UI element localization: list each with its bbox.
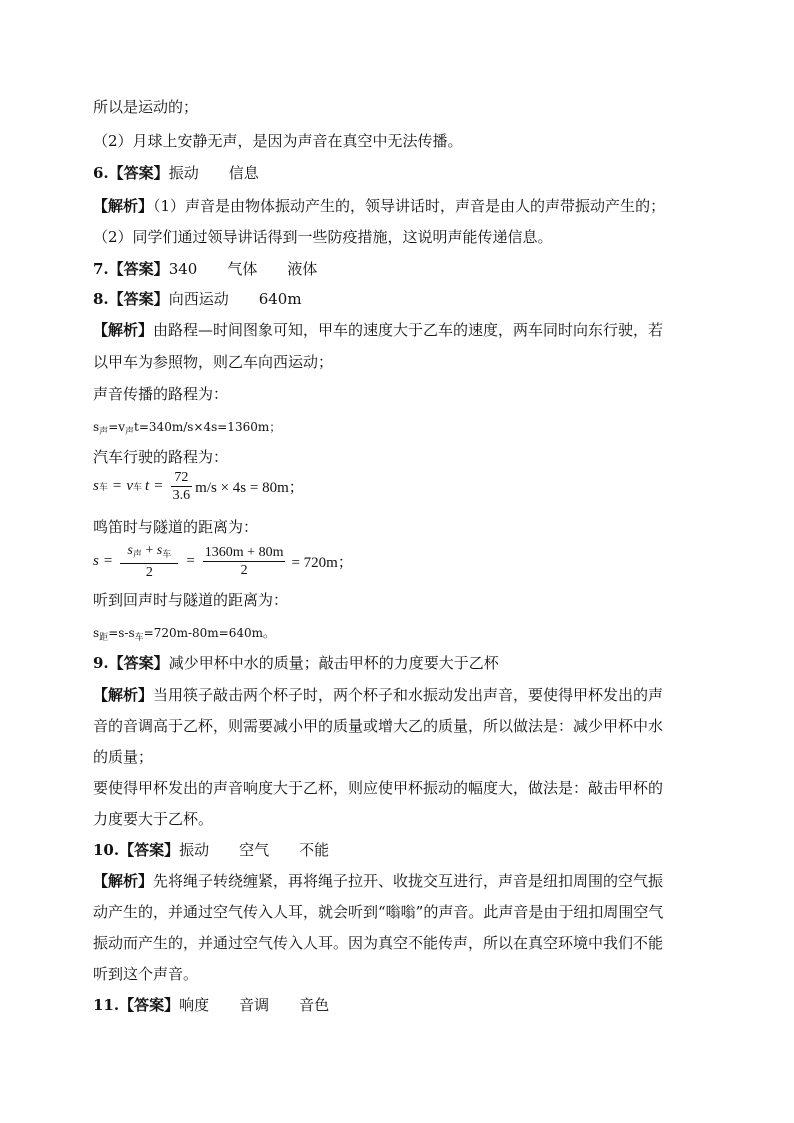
question-number: 8. — [93, 290, 109, 308]
formula-text: =v — [108, 420, 126, 434]
answer-text: 液体 — [287, 260, 318, 278]
text-line: （2）月球上安静无声，是因为声音在真空中无法传播。 — [93, 132, 463, 150]
formula-text: = — [103, 553, 113, 569]
formula-text: t=340m/s×4s=1360m； — [134, 420, 282, 434]
answer-tag: 【答案】 — [119, 996, 180, 1014]
text-line: 以甲车为参照物，则乙车向西运动； — [93, 353, 334, 371]
fraction-denominator: 3.6 — [172, 488, 191, 503]
question-number: 9. — [93, 654, 109, 672]
analysis-line — [93, 197, 665, 215]
answer-line-q6 — [93, 164, 259, 182]
text-line: 听到这个声音。 — [93, 965, 199, 983]
formula-text: =s-s — [108, 626, 135, 640]
text-line: 鸣笛时与隧道的距离为： — [93, 518, 259, 536]
answer-text: 不能 — [299, 841, 330, 859]
formula-text: = — [112, 478, 122, 494]
formula-text: m/s × 4s = 80m； — [195, 480, 304, 496]
answer-text: 音调 — [239, 996, 270, 1014]
answer-text: 减少甲杯中水的质量；敲击甲杯的力度要大于乙杯 — [168, 654, 499, 672]
formula-subscript: 声 — [125, 427, 135, 437]
formula-text: + — [141, 543, 157, 558]
answer-text: 振动 — [168, 164, 199, 182]
text-line: 的质量； — [93, 748, 154, 766]
answer-text: 振动 — [179, 841, 210, 859]
formula-text: =720m-80m=640m。 — [143, 626, 276, 640]
fraction-denominator: 2 — [145, 565, 153, 580]
formula-line — [93, 469, 304, 504]
analysis-text: 由路程—时间图象可知，甲车的速度大于乙车的速度，两车同时向东行驶，若 — [153, 321, 664, 339]
answer-tag: 【答案】 — [108, 260, 169, 278]
formula-subscript: 车 — [134, 633, 144, 643]
text-line: 振动而产生的，并通过空气传入人耳。因为真空不能传声，所以在真空环境中我们不能 — [93, 934, 664, 952]
answer-line-q7 — [93, 260, 317, 278]
fraction-numerator: 1360m + 80m — [204, 545, 284, 560]
formula-line — [93, 418, 281, 441]
question-number: 10. — [93, 841, 120, 859]
analysis-text: 当用筷子敲击两个杯子时，两个杯子和水振动发出声音，要使得甲杯发出的声 — [153, 686, 664, 704]
formula-subscript: 车 — [133, 482, 143, 492]
text-line: 所以是运动的； — [93, 98, 199, 116]
fraction-numerator: 72 — [171, 469, 193, 487]
text-line: 力度要大于乙杯。 — [93, 810, 214, 828]
text-line: 音的音调高于乙杯，则需要减小甲的质量或增大乙的质量，所以做法是：减少甲杯中水 — [93, 717, 664, 735]
formula-line — [93, 542, 353, 581]
formula-text: s — [156, 543, 163, 558]
analysis-tag: 【解析】 — [93, 321, 154, 339]
analysis-line — [93, 321, 663, 339]
formula-text: s — [93, 420, 100, 434]
formula-subscript: 车 — [98, 482, 108, 492]
text-line: 汽车行驶的路程为： — [93, 448, 229, 466]
analysis-tag: 【解析】 — [93, 872, 154, 890]
text-line: 动产生的，并通过空气传入人耳，就会听到“嗡嗡”的声音。此声音是由于纽扣周围空气 — [93, 903, 664, 921]
answer-text: 音色 — [299, 996, 330, 1014]
text-line: 听到回声时与隧道的距离为： — [93, 591, 289, 609]
answer-line-q8 — [93, 290, 302, 308]
question-number: 11. — [93, 996, 120, 1014]
formula-text: v — [126, 478, 133, 494]
fraction-numerator — [120, 542, 178, 564]
answer-line-q9 — [93, 654, 499, 672]
answer-text: 响度 — [179, 996, 210, 1014]
question-number: 6. — [93, 164, 109, 182]
formula-text: s — [93, 478, 99, 494]
fraction — [203, 544, 286, 579]
answer-tag: 【答案】 — [108, 164, 169, 182]
answer-tag: 【答案】 — [108, 654, 169, 672]
question-number: 7. — [93, 260, 109, 278]
answer-line-q11 — [93, 996, 329, 1014]
answer-text: 气体 — [227, 260, 258, 278]
text-line: 声音传播的路程为： — [93, 385, 229, 403]
text-line: 要使得甲杯发出的声音响度大于乙杯，则应使甲杯振动的幅度大，做法是：敲击甲杯的 — [93, 779, 664, 797]
analysis-line — [93, 872, 663, 890]
formula-subscript: 声 — [132, 549, 142, 559]
formula-subscript: 声 — [99, 427, 109, 437]
formula-text: s — [93, 553, 99, 569]
answer-text: 空气 — [239, 841, 270, 859]
formula-subscript: 距 — [99, 633, 109, 643]
answer-tag: 【答案】 — [108, 290, 169, 308]
text-line: （2）同学们通过领导讲话得到一些防疫措施，这说明声能传递信息。 — [93, 228, 553, 246]
analysis-line — [93, 686, 663, 704]
formula-text: = — [154, 478, 163, 494]
answer-text: 340 — [168, 260, 198, 278]
fraction — [120, 542, 178, 581]
answer-text: 信息 — [228, 164, 259, 182]
formula-subscript: 车 — [162, 549, 172, 559]
analysis-tag: 【解析】 — [93, 197, 154, 215]
answer-text: 向西运动 — [168, 290, 229, 308]
formula-text: t — [145, 478, 150, 494]
fraction-denominator: 2 — [240, 563, 248, 578]
formula-text: s — [127, 543, 133, 558]
analysis-text: （1）声音是由物体振动产生的，领导讲话时，声音是由人的声带振动产生的； — [153, 197, 666, 215]
answer-line-q10 — [93, 841, 329, 859]
answer-tag: 【答案】 — [119, 841, 180, 859]
analysis-tag: 【解析】 — [93, 686, 154, 704]
formula-line — [93, 624, 275, 647]
analysis-text: 先将绳子转绕缠紧，再将绳子拉开、收拢交互进行，声音是纽扣周围的空气振 — [153, 872, 664, 890]
formula-text: s — [93, 626, 100, 640]
fraction — [171, 469, 193, 504]
answer-text: 640m — [258, 290, 302, 308]
formula-text: = 720m； — [291, 555, 353, 571]
formula-text: = — [186, 553, 195, 569]
